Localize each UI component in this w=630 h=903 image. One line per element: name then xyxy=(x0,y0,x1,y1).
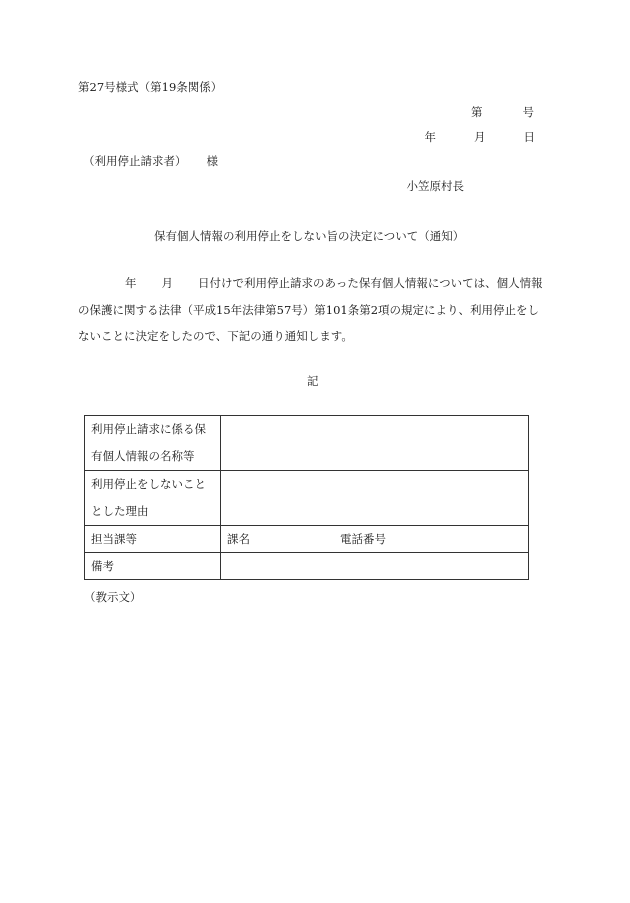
table-row xyxy=(85,526,529,553)
row3-value-cell xyxy=(221,526,529,553)
form-number: 第27号様式（第19条関係） xyxy=(78,80,223,94)
table-row xyxy=(85,553,529,580)
table-row xyxy=(85,416,529,471)
row2-label-line2: とした理由 xyxy=(91,504,149,518)
addressee-honorific: 様 xyxy=(206,154,218,168)
issuer: 小笠原村長 xyxy=(406,179,464,193)
body-month: 月 xyxy=(161,276,173,290)
addressee xyxy=(83,156,218,168)
table-label-cell xyxy=(85,416,221,471)
date-line xyxy=(425,132,536,144)
phone-number-label: 電話番号 xyxy=(340,532,386,546)
table-label-cell xyxy=(85,471,221,526)
body-paragraph xyxy=(78,270,550,350)
doc-no-prefix: 第 xyxy=(471,105,483,119)
row4-value-cell xyxy=(221,553,529,580)
row2-label-line1: 利用停止をしないこと xyxy=(91,477,206,491)
body-year: 年 xyxy=(125,276,137,290)
document-title: 保有個人情報の利用停止をしない旨の決定について（通知） xyxy=(154,229,465,243)
row2-value-cell xyxy=(221,471,529,526)
document-number-line xyxy=(471,107,534,119)
addressee-name: （利用停止請求者） xyxy=(83,154,187,168)
row1-label-line1: 利用停止請求に係る保 xyxy=(91,422,206,436)
table-row xyxy=(85,471,529,526)
body-text: 日付けで利用停止請求のあった保有個人情報については、個人情報の保護に関する法律（平成15年法律第57号）第101条第2項の規定により、利用停止をしないことに決定をしたので、下記の通り通知します。 xyxy=(78,276,543,343)
date-year: 年 xyxy=(424,130,436,144)
section-name-label: 課名 xyxy=(227,532,250,546)
date-month: 月 xyxy=(474,130,486,144)
row1-value-cell xyxy=(221,416,529,471)
info-table xyxy=(84,415,529,580)
row3-label-cell: 担当課等 xyxy=(85,526,221,553)
instruction-note: （教示文） xyxy=(84,590,142,604)
doc-no-suffix: 号 xyxy=(522,105,534,119)
row4-label-cell: 備考 xyxy=(85,553,221,580)
ki-heading: 記 xyxy=(307,374,319,388)
row1-label-line2: 有個人情報の名称等 xyxy=(91,449,195,463)
date-day: 日 xyxy=(523,130,535,144)
